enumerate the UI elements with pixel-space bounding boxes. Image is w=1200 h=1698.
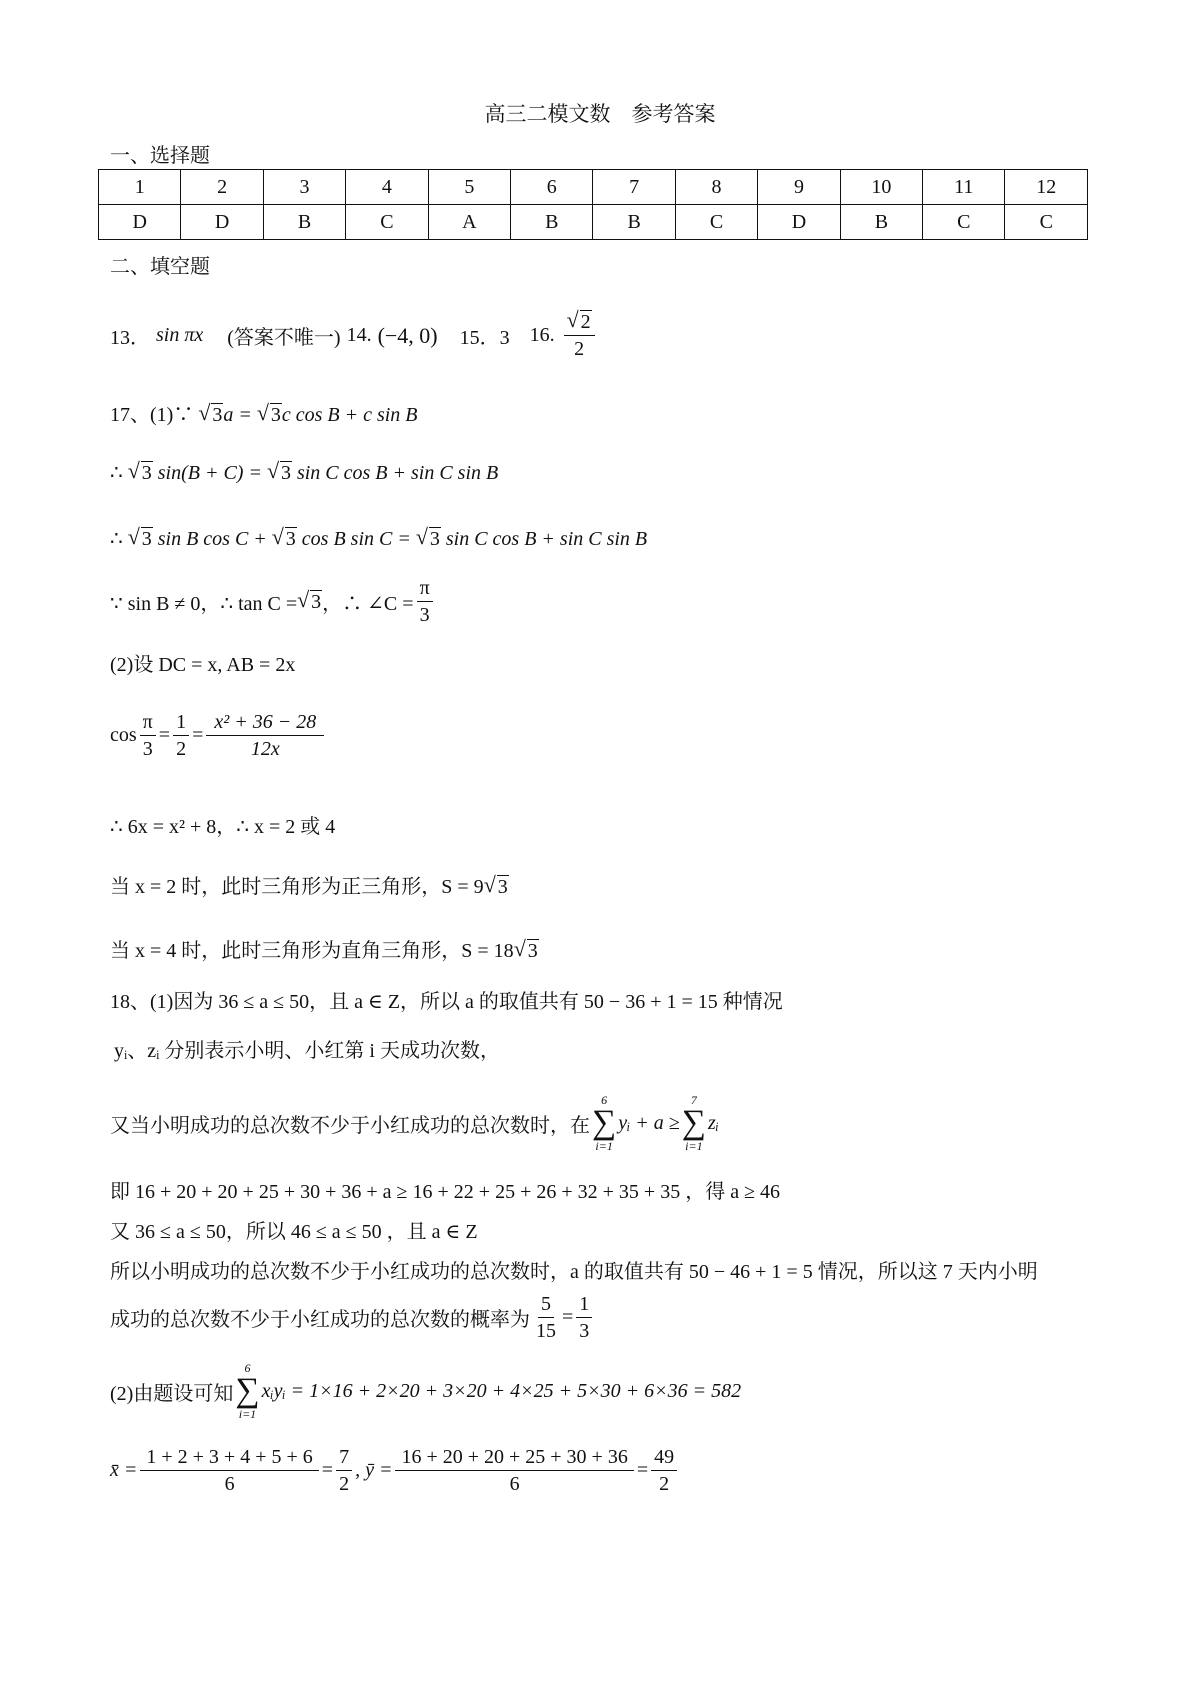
table-cell: 4: [346, 170, 428, 205]
denominator: 2: [176, 738, 187, 760]
q17-line-1: 17、(1)∵ √ 3a = √ 3c cos B + c sin B: [110, 400, 418, 426]
sum-upper-limit: 6: [244, 1361, 251, 1375]
root-3: 3: [270, 404, 281, 426]
q16-numerator: 2: [580, 311, 591, 333]
therefore-symbol: ∴: [110, 462, 123, 484]
q18-line-4: 即 16 + 20 + 20 + 25 + 30 + 36 + a ≥ 16 + 22 + 25 + 26 + 32 + 35 + 35 ，得 a ≥ 46: [110, 1181, 781, 1203]
numerator: 1: [576, 1292, 592, 1318]
root-3: 3: [212, 404, 223, 426]
pi-over-3-fraction: [417, 576, 433, 627]
table-cell: B: [263, 205, 345, 240]
denominator: 6: [224, 1473, 235, 1495]
root-3: 3: [280, 462, 291, 484]
q18-l7-text: 成功的总次数不少于小红成功的总次数的概率为: [110, 1309, 530, 1331]
summation-symbol: 6 ∑ i=1: [235, 1361, 260, 1421]
summation-symbol: 7 ∑ i=1: [681, 1093, 707, 1153]
therefore-symbol: ∴: [110, 528, 123, 550]
table-cell: 1: [99, 170, 181, 205]
q16-label: 16.: [529, 324, 555, 346]
q18-line-6: 所以小明成功的总次数不少于小红成功的总次数时，a 的取值共有 50 − 46 + 1 = 5 情况，所以这 7 天内小明: [110, 1261, 1038, 1283]
q14-answer: (−4, 0): [377, 322, 438, 348]
q13-label: 13．: [110, 327, 150, 349]
q18-line-8: [110, 1362, 741, 1420]
numerator: 7: [336, 1445, 352, 1471]
q17-line-6: cos $\frac{\pi}{3}$ = $\frac{1}{2}$ = $\frac{\text{x² + 36 − 28}}{12x}$: [110, 710, 327, 761]
denominator: 6: [509, 1473, 520, 1495]
q15-answer: 15．3: [459, 327, 510, 349]
table-cell: 7: [593, 170, 675, 205]
sum-upper-limit: 7: [690, 1093, 697, 1107]
table-cell: 11: [923, 170, 1005, 205]
table-cell: B: [840, 205, 922, 240]
q17-l3-b: cos B sin C =: [301, 528, 416, 550]
q18-line-3: [110, 1094, 719, 1152]
q17-l2-end: sin C cos B + sin C sin B: [296, 462, 499, 484]
q17-l2-mid: sin(B + C) =: [157, 462, 267, 484]
table-cell: D: [99, 205, 181, 240]
fill-answers-line: [110, 307, 598, 361]
q18-line-9: x̄ = $\frac{1 + 2 + 3 + 4 + 5 + 6}{6}$ = $\frac{7}{2}$ , ȳ = $\frac{16 + 20 + 20 + 25 + 30 + 36}{6}$ = $\frac{49}{2}$: [110, 1445, 680, 1496]
numerator: 16 + 20 + 20 + 25 + 30 + 36: [395, 1445, 633, 1471]
q17-l1-rest2: c cos B + c sin B: [281, 404, 418, 426]
page-title: 高三二模文数 参考答案: [484, 102, 716, 126]
table-cell: 2: [181, 170, 263, 205]
q16-fraction: √ 2 2: [564, 310, 595, 361]
section-fill-heading: 二、填空题: [110, 256, 210, 278]
fraction: [395, 1445, 633, 1496]
fraction: [173, 710, 189, 761]
q17-line-5: (2)设 DC = x, AB = 2x: [110, 654, 296, 676]
q18-l3-text: 又当小明成功的总次数不少于小红成功的总次数时，在: [110, 1114, 590, 1137]
q18-l8-rest: xᵢyᵢ = 1×16 + 2×20 + 3×20 + 4×25 + 5×30 + 6×36 = 582: [261, 1379, 742, 1402]
root-3: 3: [285, 528, 296, 550]
q17-line-7: ∴ 6x = x² + 8，∴ x = 2 或 4: [110, 816, 336, 838]
table-cell: C: [346, 205, 428, 240]
table-cell: 3: [263, 170, 345, 205]
numerator: π: [417, 576, 433, 602]
fraction: [576, 1292, 592, 1343]
x-bar-label: x̄ =: [110, 1459, 138, 1481]
table-row-numbers: [99, 170, 1088, 205]
q13-answer: sin πx: [156, 324, 204, 346]
table-cell: 12: [1005, 170, 1088, 205]
table-cell: D: [758, 205, 840, 240]
table-cell: 10: [840, 170, 922, 205]
fraction: [206, 710, 324, 761]
table-row-answers: [99, 205, 1088, 240]
q18-line-1: 18、(1)因为 36 ≤ a ≤ 50，且 a ∈ Z，所以 a 的取值共有 50 − 36 + 1 = 15 种情况: [110, 991, 783, 1013]
table-cell: 6: [511, 170, 593, 205]
q16-denominator: 2: [574, 338, 585, 360]
q18-l3-mid: yᵢ + a ≥: [618, 1111, 680, 1134]
q17-line-3: ∴ √ 3 sin B cos C + √ 3 cos B sin C = √ 3 sin C cos B + sin C sin B: [110, 524, 648, 550]
denominator: 2: [339, 1473, 350, 1495]
q14-label: 14.: [346, 324, 372, 346]
cos-text: cos: [110, 724, 137, 746]
summation-symbol: 6 ∑ i=1: [592, 1093, 617, 1153]
fraction: [533, 1292, 559, 1343]
section-choice-heading: 一、选择题: [110, 145, 210, 167]
q17-l3-c: sin C cos B + sin C sin B: [445, 528, 648, 550]
q18-line-7: 成功的总次数不少于小红成功的总次数的概率为 $\frac{5}{15}$ = $\frac{1}{3}$: [110, 1292, 595, 1343]
root-3: 3: [311, 590, 322, 613]
q17-line-4: ∵ sin B ≠ 0，∴ tan C = √ 3 ，∴ ∠C = $\frac{\pi}{3}$: [110, 576, 436, 627]
table-cell: 5: [428, 170, 510, 205]
root-3: 3: [141, 462, 152, 484]
table-cell: C: [675, 205, 757, 240]
fraction: [336, 1445, 352, 1496]
table-cell: C: [1005, 205, 1088, 240]
q18-line-5: 又 36 ≤ a ≤ 50，所以 46 ≤ a ≤ 50 ，且 a ∈ Z: [110, 1221, 478, 1243]
q17-line-8: 当 x = 2 时，此时三角形为正三角形，S = 9 √ 3: [110, 872, 508, 898]
root-3: 3: [141, 528, 152, 550]
q17-l4-b: ，∴ ∠C =: [322, 593, 414, 615]
sum-lower-limit: i=1: [238, 1407, 257, 1421]
q18-line-2: yᵢ、zᵢ 分别表示小明、小红第 i 天成功次数，: [114, 1040, 500, 1062]
numerator: x² + 36 − 28: [206, 710, 324, 736]
table-cell: B: [593, 205, 675, 240]
denominator: 3: [579, 1320, 590, 1342]
numerator: 1: [173, 710, 189, 736]
sum-lower-limit: i=1: [595, 1139, 613, 1153]
root-3: 3: [527, 940, 538, 962]
q17-l9-text: 当 x = 4 时，此时三角形为直角三角形，S = 18: [110, 940, 514, 962]
table-cell: 9: [758, 170, 840, 205]
numerator: π: [140, 710, 156, 736]
table-cell: C: [923, 205, 1005, 240]
root-3: 3: [497, 876, 508, 898]
q18-l8-prefix: (2)由题设可知: [110, 1382, 234, 1405]
q18-l3-end: zᵢ: [708, 1111, 719, 1134]
q17-line-9: 当 x = 4 时，此时三角形为直角三角形，S = 18 √ 3: [110, 936, 538, 962]
denominator: 2: [659, 1473, 670, 1495]
denominator: 12x: [250, 738, 280, 760]
table-cell: 8: [675, 170, 757, 205]
denominator: 15: [536, 1320, 556, 1342]
q17-l4-a: ∵ sin B ≠ 0，∴ tan C =: [110, 593, 298, 615]
table-cell: B: [511, 205, 593, 240]
denominator: 3: [419, 604, 430, 626]
denominator: 3: [142, 738, 153, 760]
root-3: 3: [429, 528, 440, 550]
numerator: 1 + 2 + 3 + 4 + 5 + 6: [140, 1445, 318, 1471]
answer-table: [98, 169, 1088, 240]
sum-upper-limit: 6: [601, 1093, 608, 1107]
y-bar-label: , ȳ =: [355, 1459, 393, 1481]
q17-line-2: ∴ √ 3 sin(B + C) = √ 3 sin C cos B + sin C sin B: [110, 458, 499, 484]
fraction: [140, 1445, 318, 1496]
sum-lower-limit: i=1: [685, 1139, 703, 1153]
q17-l1-prefix: 17、(1)∵: [110, 404, 194, 426]
q13-note: (答案不唯一): [227, 327, 341, 349]
numerator: 49: [651, 1445, 677, 1471]
fraction: [651, 1445, 677, 1496]
table-cell: A: [428, 205, 510, 240]
table-cell: D: [181, 205, 263, 240]
q17-l1-rest: a =: [223, 404, 257, 426]
numerator: 5: [538, 1292, 554, 1318]
fraction: [140, 710, 156, 761]
q17-l3-a: sin B cos C +: [157, 528, 272, 550]
q17-l8-text: 当 x = 2 时，此时三角形为正三角形，S = 9: [110, 876, 484, 898]
